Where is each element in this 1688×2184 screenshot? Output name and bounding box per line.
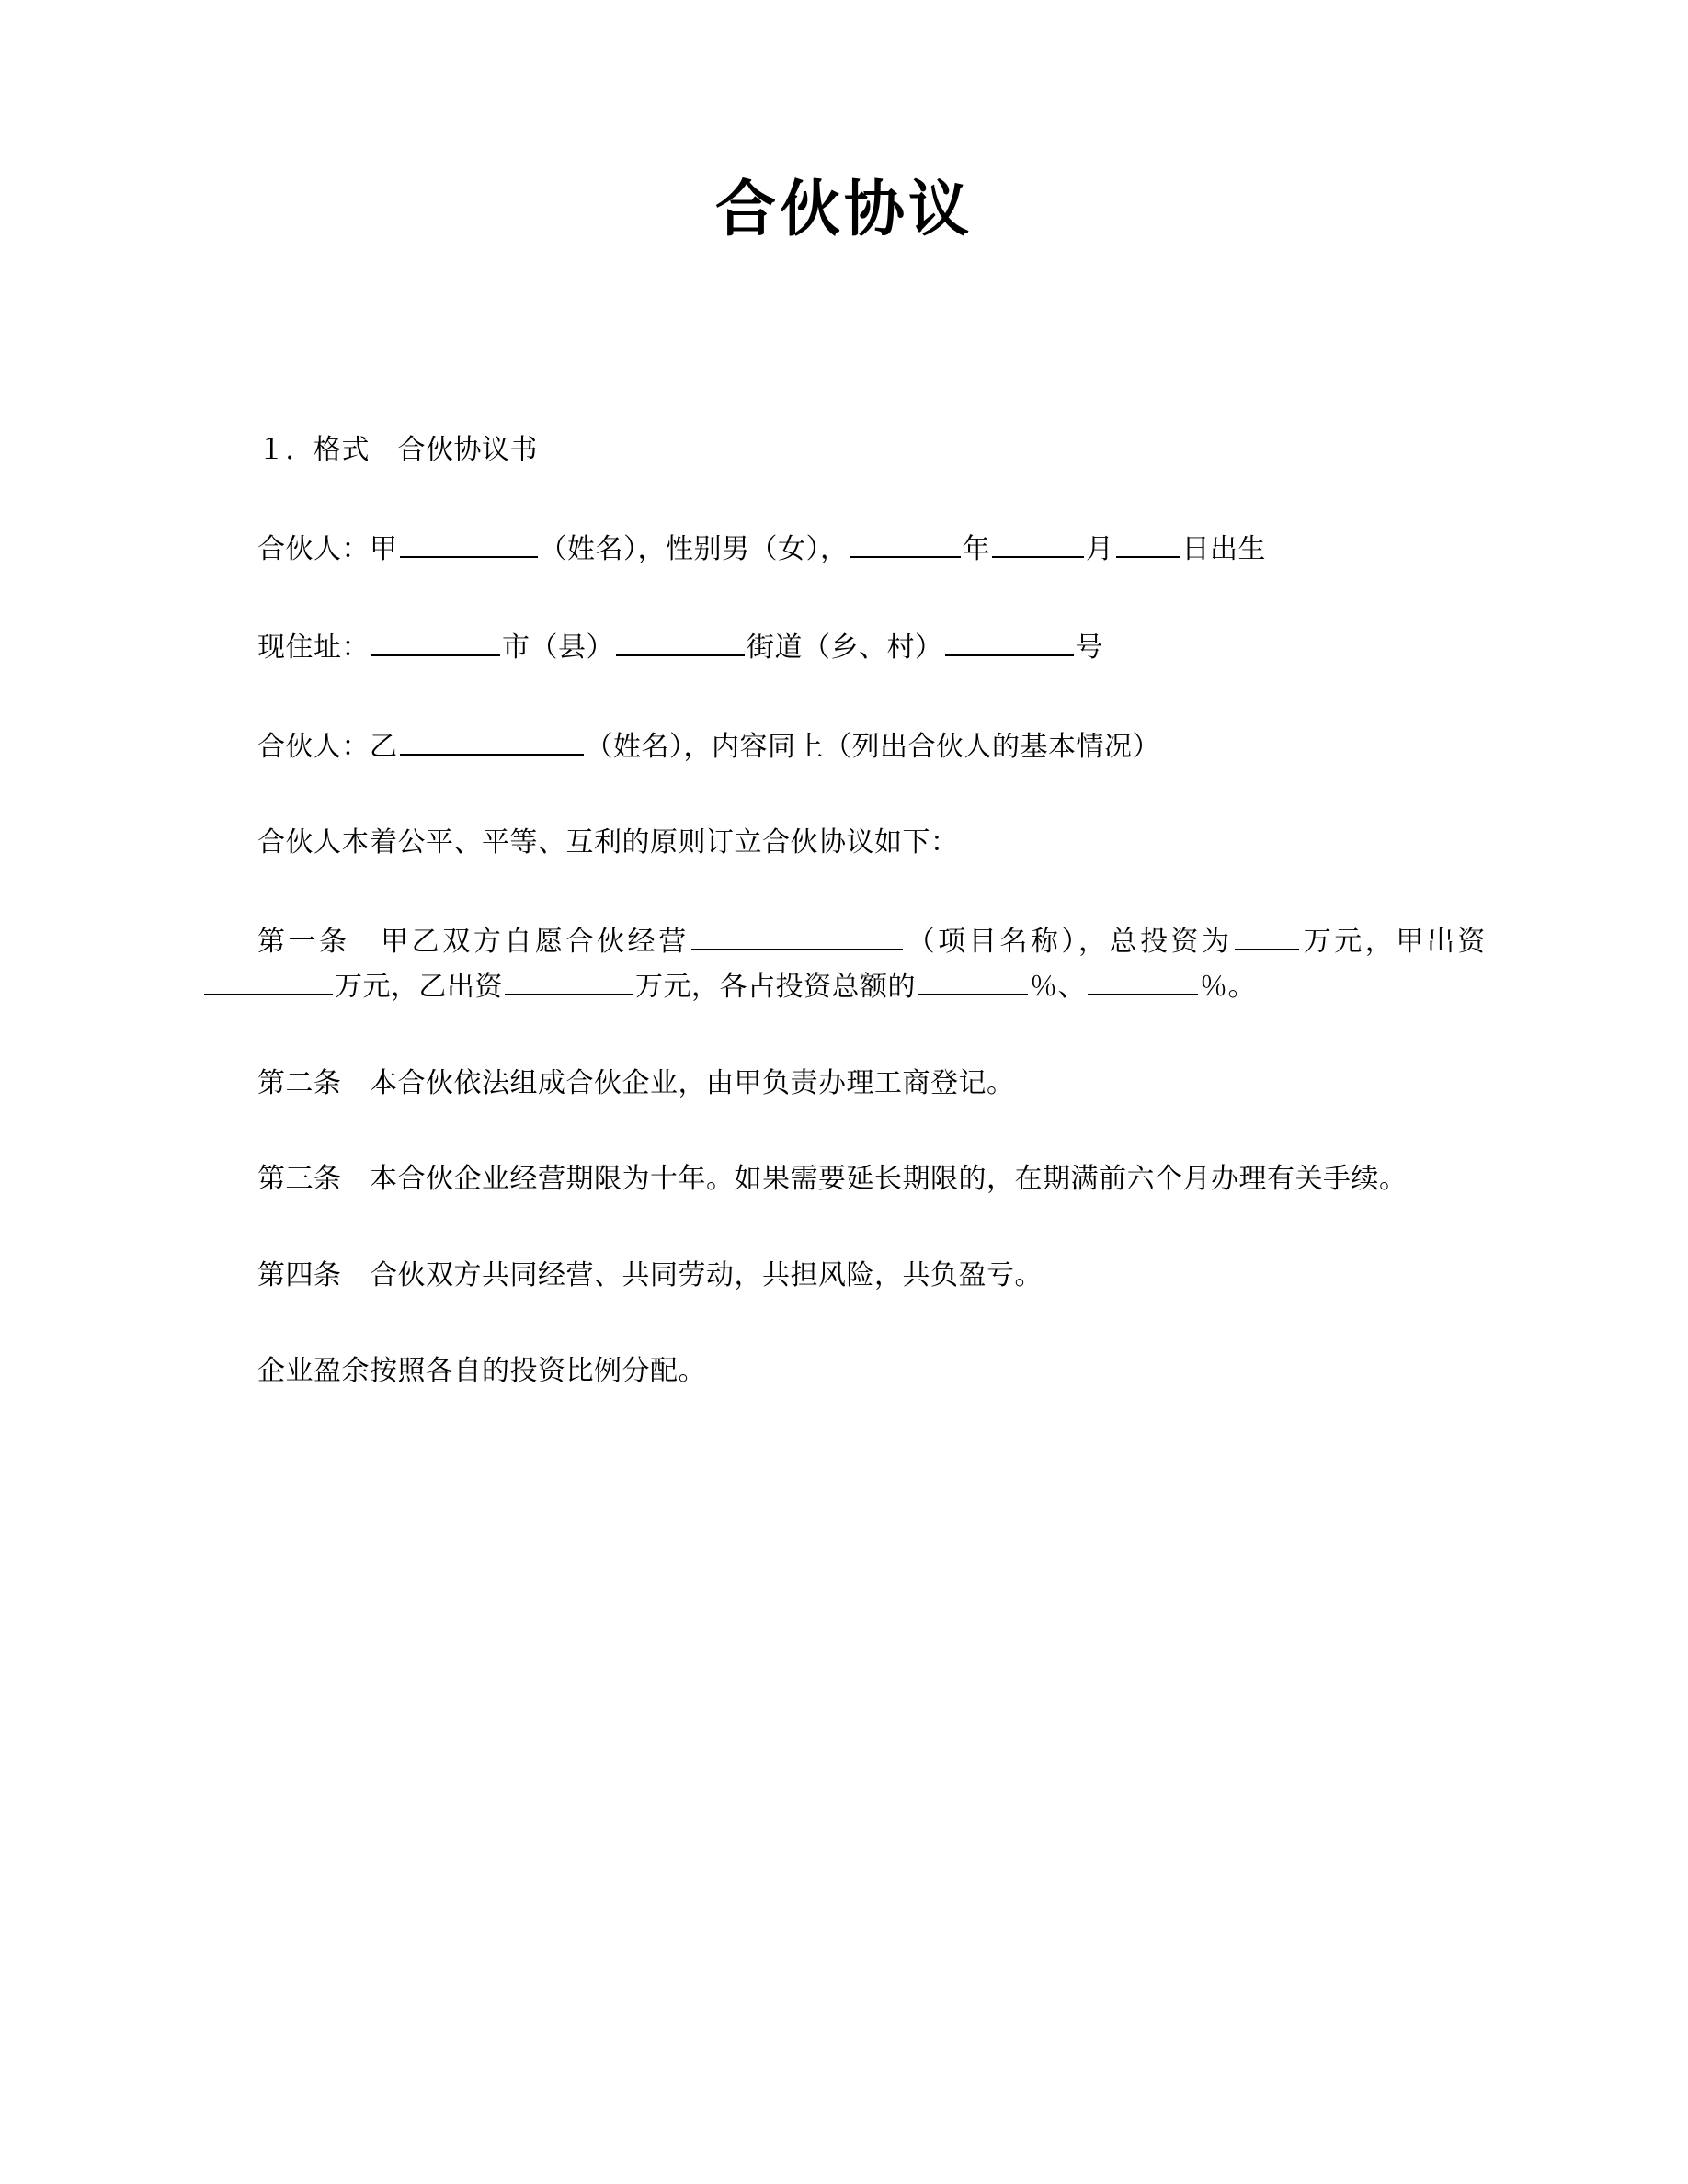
article-4 [202, 1255, 1486, 1298]
paragraph-text: 月 [1086, 533, 1114, 564]
paragraph-text: 第二条 本合伙依法组成合伙企业，由甲负责办理工商登记。 [257, 1067, 1015, 1098]
fill-in-blank[interactable] [945, 624, 1074, 656]
paragraph-text: 企业盈余按照各自的投资比例分配。 [257, 1356, 706, 1387]
paragraph-text: （姓名），内容同上（列出合伙人的基本情况） [585, 731, 1160, 762]
principle-line [202, 822, 1486, 865]
partner-a-line [202, 526, 1486, 572]
fill-in-blank[interactable] [505, 963, 633, 995]
section-label: １．格式 合伙协议书 [257, 435, 538, 466]
surplus-line [202, 1350, 1486, 1393]
partner-b-line [202, 723, 1486, 769]
fill-in-blank[interactable] [691, 918, 903, 950]
page-title: 合伙协议 [715, 174, 973, 245]
paragraph-text: 日出生 [1181, 533, 1266, 564]
fill-in-blank[interactable] [850, 526, 961, 558]
paragraph-text: 万元，乙出资 [335, 972, 503, 1003]
paragraph-text: 万元，甲出资 [1300, 926, 1486, 957]
article-3 [202, 1158, 1486, 1201]
fill-in-blank[interactable] [992, 526, 1084, 558]
paragraph-text: 年 [962, 533, 990, 564]
paragraph-text: ％、 [1030, 972, 1086, 1003]
paragraph-text: 号 [1075, 632, 1103, 664]
fill-in-blank[interactable] [371, 624, 500, 656]
fill-in-blank[interactable] [204, 963, 333, 995]
paragraph-text: 合伙人：乙 [257, 731, 398, 762]
paragraph-text: 街道（乡、村） [747, 632, 943, 664]
paragraph-text: 万元，各占投资总额的 [635, 972, 916, 1003]
fill-in-blank[interactable] [1116, 526, 1180, 558]
article-2 [202, 1063, 1486, 1106]
paragraph-text: 合伙人：甲 [257, 533, 398, 564]
paragraph-text: 第四条 合伙双方共同经营、共同劳动，共担风险，共负盈亏。 [257, 1259, 1043, 1291]
fill-in-blank[interactable] [400, 723, 584, 756]
article-1 [202, 918, 1486, 1009]
paragraph-text: 合伙人本着公平、平等、互利的原则订立合伙协议如下： [257, 827, 959, 859]
paragraph-text: ％。 [1200, 972, 1256, 1003]
paragraph-text: 现住址： [257, 632, 370, 664]
paragraph-text: （项目名称），总投资为 [904, 926, 1233, 957]
fill-in-blank[interactable] [400, 526, 538, 558]
fill-in-blank[interactable] [918, 963, 1028, 995]
fill-in-blank[interactable] [616, 624, 745, 656]
paragraph-text: （姓名），性别男（女）， [539, 533, 849, 564]
fill-in-blank[interactable] [1088, 963, 1198, 995]
document-body [202, 526, 1486, 1393]
title-spacer [202, 245, 1486, 429]
paragraph-text: 市（县） [502, 632, 614, 664]
paragraph-text: 第三条 本合伙企业经营期限为十年。如果需要延长期限的，在期满前六个月办理有关手续。 [257, 1164, 1408, 1195]
address-line [202, 624, 1486, 670]
paragraph-text: 第一条 甲乙双方自愿合伙经营 [257, 926, 690, 957]
fill-in-blank[interactable] [1235, 918, 1299, 950]
